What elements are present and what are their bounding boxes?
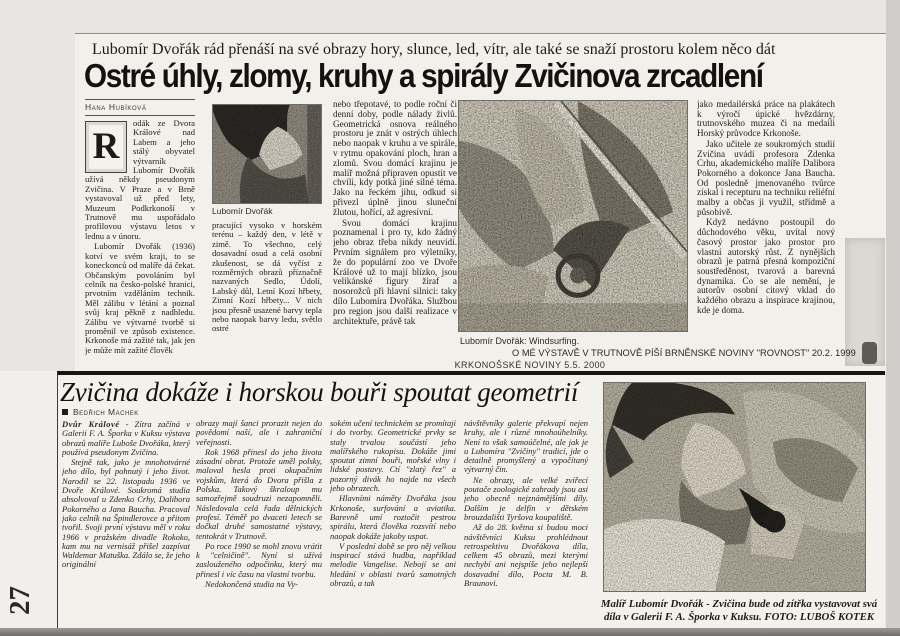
- top-article-column-1: [85, 119, 195, 355]
- artwork-subcaption: O MÉ VÝSTAVĚ V TRUTNOVĚ PÍŠÍ BRNĚNSKÉ NOVINY "ROVNOST" 20.2. 1999: [512, 348, 856, 358]
- top-article-column-4: [697, 100, 835, 342]
- strapline: Lubomír Dvořák rád přenáší na své obrazy hory, slunce, led, vítr, ale také se snaží prostoru kolem něco dát: [92, 41, 776, 58]
- paragraph: sokém učení technickém se promítají i do tvorby. Geometrické prvky se staly trvalou součástí jeho malířského rukopisu. Dokáže jimi spoutat zimní bouři, mořské vlny i lidské postavy. Ctí "zlatý řez" a pozorný divák ho najde na všech jeho obrazech.: [330, 419, 456, 494]
- paragraph: Nedokončená studia na Vy-: [205, 579, 298, 590]
- dateline: Dvůr Králové: [62, 420, 120, 429]
- paragraph: Jako učitele ze soukromých studií Zvičina uvádí profesora Zdenka Crhu, akademického malíře Dalibora Pokorného a dokonce Jana Baucha. Od posledně jmenovaného tvůrce získal i recepturu na techniku reliéfní malby a občas ji využil, střídmě a působivě.: [697, 138, 835, 217]
- top-article-column-3: [333, 100, 457, 356]
- pipe-portrait-caption: Malíř Lubomír Dvořák - Zvičina bude od zítřka vystavovat svá díla v Galerii F. A. Šporka v Kuksu. FOTO: LUBOŠ KOTEK: [600, 598, 878, 623]
- paragraph: Svou domácí krajinu poznamenal i pro ty, kdo žádný jeho obraz třeba nikdy neuvidí. Prvním signálem pro výletníky, že do populární zoo ve Dvoře Králové už to mají blízko, jsou velikánské figury žiraf a nosorožců při hlavní silnici: taky dílo Lubomíra Dvořáka. Službou pro region jsou další realizace v architektuře, právě tak: [333, 217, 457, 326]
- bottom-article-column-4: [464, 419, 588, 626]
- newspaper-kicker: KRKONOŠSKÉ NOVINY 5.5. 2000: [454, 360, 606, 370]
- byline-square-marker: [62, 409, 68, 415]
- portrait-caption: Lubomír Dvořák: [212, 206, 273, 216]
- windsurfing-artwork-photo: [458, 100, 688, 332]
- paragraph: Lubomír Dvořák (1936) kotví ve svém kraji, to se koneckonců od malíře dá čekat. Občanským povoláním byl celník na česko-polské hranici, prvotním vzděláním technik. Měl zálibu v létání a poznal svůj kraj pěkně z nadhledu. Zálibu ve výtvarné tvorbě si proměnil ve způsob existence. Krkonoše má zažité tak, jak jen je může mít zažité člověk: [85, 241, 195, 355]
- artwork-caption: Lubomír Dvořák: Windsurfing.: [460, 336, 580, 346]
- paragraph-text: - Zítra začíná v Galerii F. A. Šporka v Kuksu výstava obrazů malíře Luboše Dvořáka, který používá pseudonym Zvičina.: [62, 420, 190, 457]
- paragraph: V poslední době se pro něj velkou inspirací stává hudba, například melodie Vangelise. Nebojí se ani hledání v oblasti tvarů samotných obrazů, a tak: [330, 540, 456, 589]
- top-article-headline: Ostré úhly, zlomy, kruhy a spirály Zvičinova zrcadlení: [84, 57, 763, 94]
- bottom-article-byline: [62, 407, 139, 417]
- paragraph: [62, 420, 190, 457]
- paragraph: jako medailérská práce na plakátech k výročí úpické hvězdárny, trutnovského muzea či na medaili Horský průvodce Krkonoše.: [697, 100, 835, 139]
- bottom-article-column-2: [196, 419, 322, 626]
- paragraph: Až do 28. května si budou moci návštěvníci Kuksu prohlédnout retrospektivu Dvořákova díla, celkem 45 obrazů, mezi kterými nechybí ani nejspíše jeho nejlepší dosavadní dílo, Pocta M. B. Braunovi.: [464, 522, 588, 589]
- portrait-photo: [212, 104, 322, 204]
- bottom-article-column-3: [330, 419, 456, 626]
- paragraph: Rok 1968 přinesl do jeho života zásadní obrat. Protože uměl polsky, maloval hesla proti okupačním vojskům, která do Dvora přišla z Polska. Takový škraloup mu samozřejmě soudruzi nezapomněli. Následovala celá řada dělnických profesí. Téměř po dvaceti letech se dočkal druhé samostatné výstavy, tentokrát v Trutnově.: [196, 446, 322, 541]
- scan-bottom-edge: [0, 628, 900, 636]
- top-article-column-2: [212, 221, 322, 355]
- paragraph: [85, 119, 195, 241]
- page-number: 27: [3, 585, 36, 615]
- paragraph: Ne obrazy, ale velké zvířecí poutače zoologické zahrady jsou asi jeho obecně nejznámějšími díly. Dalším je delfín v dětském brouzdališti Tyršova koupaliště.: [464, 474, 588, 522]
- pipe-portrait-photo: [603, 382, 866, 592]
- paragraph: Hlavními náměty Dvořáka jsou Krkonoše, surfování a aviatika. Barevně umí roztočit pestrou spirálu, která člověka rozsvítí nebo naopak dokáže jakoby uspat.: [330, 493, 456, 541]
- paragraph: obrazy mají šanci prorazit nejen do povědomí naší, ale i zahraniční veřejnosti.: [196, 419, 322, 447]
- bottom-article-column-1: [62, 420, 190, 627]
- paragraph: Stejně tak, jako je mnohotvárné jeho dílo, byl pohnutý i jeho život. Narodil se 22. listopadu 1936 ve Dvoře Králové. Soukromá studia absolvoval u Zdenko Crhy, Dalibora Pokorného a Jana Baucha. Pracoval jako celník na Špindlerovce a přitom tvořil. Svoji první výstavu měl v roku 1966 v pražském divadle Rokoko, kam mu na vernisáž přišel zazpívat Waldemar Matuška. Zdálo se, že jeho originální: [62, 457, 190, 570]
- drop-cap: R: [85, 121, 127, 173]
- byline-name: Bedřich Machek: [73, 407, 139, 417]
- bottom-article-headline: Zvičina dokáže i horskou bouři spoutat geometrií: [60, 377, 579, 407]
- paragraph: nebo třepotavé, to podle roční či denní doby, podle nálady živlů. Geometrická osnova reálného prostoru je znát v ostrých úhlech nebo naopak v kruhu a ve spirále, v rytmu opakování ploch, hran a zlomů. Svou domácí krajinu je malíř možná připraven opustit ve chvíli, kdy potká jiné silné téma. Jako na řeckém jihu, odkud si přivezl úplně jinou sluneční žlutou, hořící, až agresívní.: [333, 100, 457, 217]
- paragraph: návštěvníky galerie překvapí nejen kruhy, ale i různé mnohoúhelníky. Není to však samoúčelné, ale jak je u Lubomíra "Zvičiny" tradicí, jde o detailně promyšlený a vypočítaný výtvarný čin.: [464, 419, 588, 475]
- top-article-byline: Hana Hubíková: [85, 99, 195, 116]
- paragraph: Když nedávno postoupil do důchodového věku, uvítal nový časový prostor jako prostor pro vlastní autorský růst. Z nynějších obrazů je patrná přesná kompoziční soustředěnost, tvarová a barevná dynamika. Co se ale nemění, je autorův osobní citový vklad do každého obrazu a inspirace krajinou, kde je doma.: [697, 217, 835, 315]
- paragraph-text: odák ze Dvora Králové nad Labem a jeho stálý obyvatel výtvarník Lubomír Dvořák užívá někdy pseudonym Zvičina. V Praze a v Brně vystavoval už před lety, Muzeum Podkrkonoší v Trutnově mu uspořádalo profilovou výstavu letos v lednu a v únoru.: [85, 119, 195, 241]
- scan-right-edge: [886, 0, 900, 636]
- paragraph: pracující vysoko v horském terénu – každý den, v létě v zimě. To všechno, celý dosavadní osud a celá osobní zkušenost, se dá vyčíst z rozměrných obrazů příznačně nazvaných Sedlo, Údolí, Labský důl, Letní Kozí hřbety, Zimní Kozí hřbety... V nich jsou přesně usazené barvy tepla nebo naopak barvy ledu, světlo ostré: [212, 221, 322, 334]
- paragraph: Po roce 1990 se mohl znovu vrátit k "celničině". Nyní si užívá zaslouženého odpočinku, který mu přinesl i víc času na vlastní tvorbu.: [196, 540, 322, 579]
